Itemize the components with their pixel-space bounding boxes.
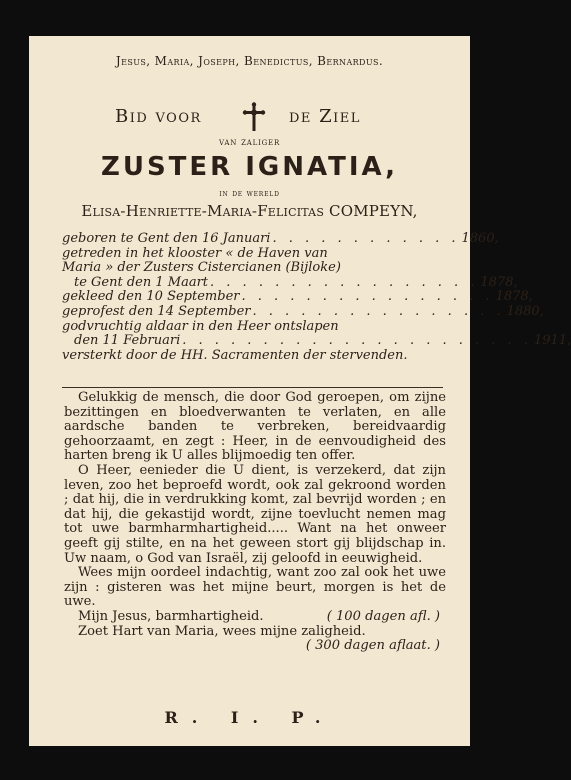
date-year: 1880, bbox=[506, 303, 544, 319]
cross-icon bbox=[243, 102, 265, 132]
in-de-wereld: in de wereld bbox=[219, 189, 280, 199]
prayer-line-2 bbox=[64, 625, 446, 640]
date-row bbox=[62, 289, 533, 305]
paragraph-3: Wees mijn oordeel indachtig, want zoo zal ook het uwe zijn : gisteren was het mijne beurt, morgen is het de uwe. bbox=[64, 565, 446, 610]
date-row bbox=[62, 349, 443, 364]
date-text: gekleed den 10 September bbox=[62, 289, 240, 305]
date-text: den 11 Februari bbox=[74, 333, 181, 349]
date-row bbox=[62, 231, 499, 247]
prayer-text-2: Zoet Hart van Maria, wees mijne zaligheid. bbox=[78, 623, 366, 639]
prayer-text-1: Mijn Jesus, barmhartigheid. bbox=[78, 608, 264, 624]
date-row bbox=[62, 274, 518, 291]
indulgence-line-2 bbox=[64, 639, 446, 654]
date-row bbox=[62, 261, 443, 276]
paragraph-1: Gelukkig de mensch, die door God geroepen, om zijne bezittingen en bloedverwanten te verlaten, en alle aardsche banden te verbreken, bereidvaardig gehoorzaamt, en zegt : Heer, in de eenvoudigheid des harten breng ik U alles blijmoedig ten offer. bbox=[64, 390, 446, 464]
date-year: 1911, bbox=[533, 333, 571, 349]
saints-line: Jesus, Maria, Joseph, Benedictus, Bernardus. bbox=[115, 54, 384, 68]
divider bbox=[62, 387, 443, 388]
leader-dots: . . . . . . . . . . . . . . . . . . . . . . bbox=[182, 333, 532, 349]
deceased-name: ZUSTER IGNATIA, bbox=[100, 152, 399, 182]
bid-row bbox=[29, 102, 470, 132]
date-text: geprofest den 14 September bbox=[62, 303, 251, 319]
date-text: getreden in het klooster « de Haven van bbox=[62, 245, 328, 261]
rip-text: R. I. P. bbox=[164, 708, 335, 727]
indulgence-2: ( 300 dagen aflaat. ) bbox=[305, 638, 440, 654]
date-year: 1878, bbox=[495, 289, 533, 305]
indulgence-1: ( 100 dagen afl. ) bbox=[326, 608, 440, 624]
bid-text: Bid voor bbox=[115, 106, 202, 127]
date-year: 1878, bbox=[480, 274, 518, 290]
prayer-line-1 bbox=[64, 610, 446, 625]
date-row bbox=[62, 320, 443, 335]
leader-dots: . . . . . . . . . . . . . . . . . bbox=[210, 274, 479, 290]
date-text: geboren te Gent den 16 Januari bbox=[62, 231, 271, 246]
date-text: Maria » der Zusters Cistercianen (Bijloke) bbox=[62, 260, 341, 276]
prayer-card bbox=[29, 36, 571, 746]
date-year: 1860, bbox=[461, 231, 499, 246]
paragraph-2: O Heer, eenieder die U dient, is verzekerd, dat zijn leven, zoo het beproefd wordt, ook zal gekroond worden ; dat hij, die in verdrukking komt, zal bevrijd worden ; en dat hij, die gekastijd wordt, zijne toevlucht nemen mag tot uwe barmharmhartigheid..... Want na het onweer geeft gij stilte, en na het geween stort gij blijdschap in. Uw naam, o God van Israël, zij geloofd in eeuwigheid. bbox=[64, 462, 446, 566]
leader-dots: . . . . . . . . . . . . bbox=[272, 231, 460, 246]
life-dates bbox=[62, 231, 571, 363]
date-text: versterkt door de HH. Sacramenten der stervenden. bbox=[62, 347, 408, 363]
ziel-text: de Ziel bbox=[289, 106, 361, 127]
date-row bbox=[62, 247, 443, 262]
civil-name: Elisa-Henriette-Maria-Felicitas COMPEYN, bbox=[81, 202, 418, 220]
date-row bbox=[62, 303, 544, 320]
prayer-text bbox=[64, 391, 446, 654]
van-zaliger: van zaliger bbox=[218, 137, 281, 148]
date-text: te Gent den 1 Maart bbox=[74, 274, 209, 290]
leader-dots: . . . . . . . . . . . . . . . . bbox=[241, 289, 494, 305]
date-text: godvruchtig aldaar in den Heer ontslapen bbox=[62, 318, 339, 334]
leader-dots: . . . . . . . . . . . . . . . . bbox=[252, 303, 505, 319]
date-row bbox=[62, 333, 571, 349]
